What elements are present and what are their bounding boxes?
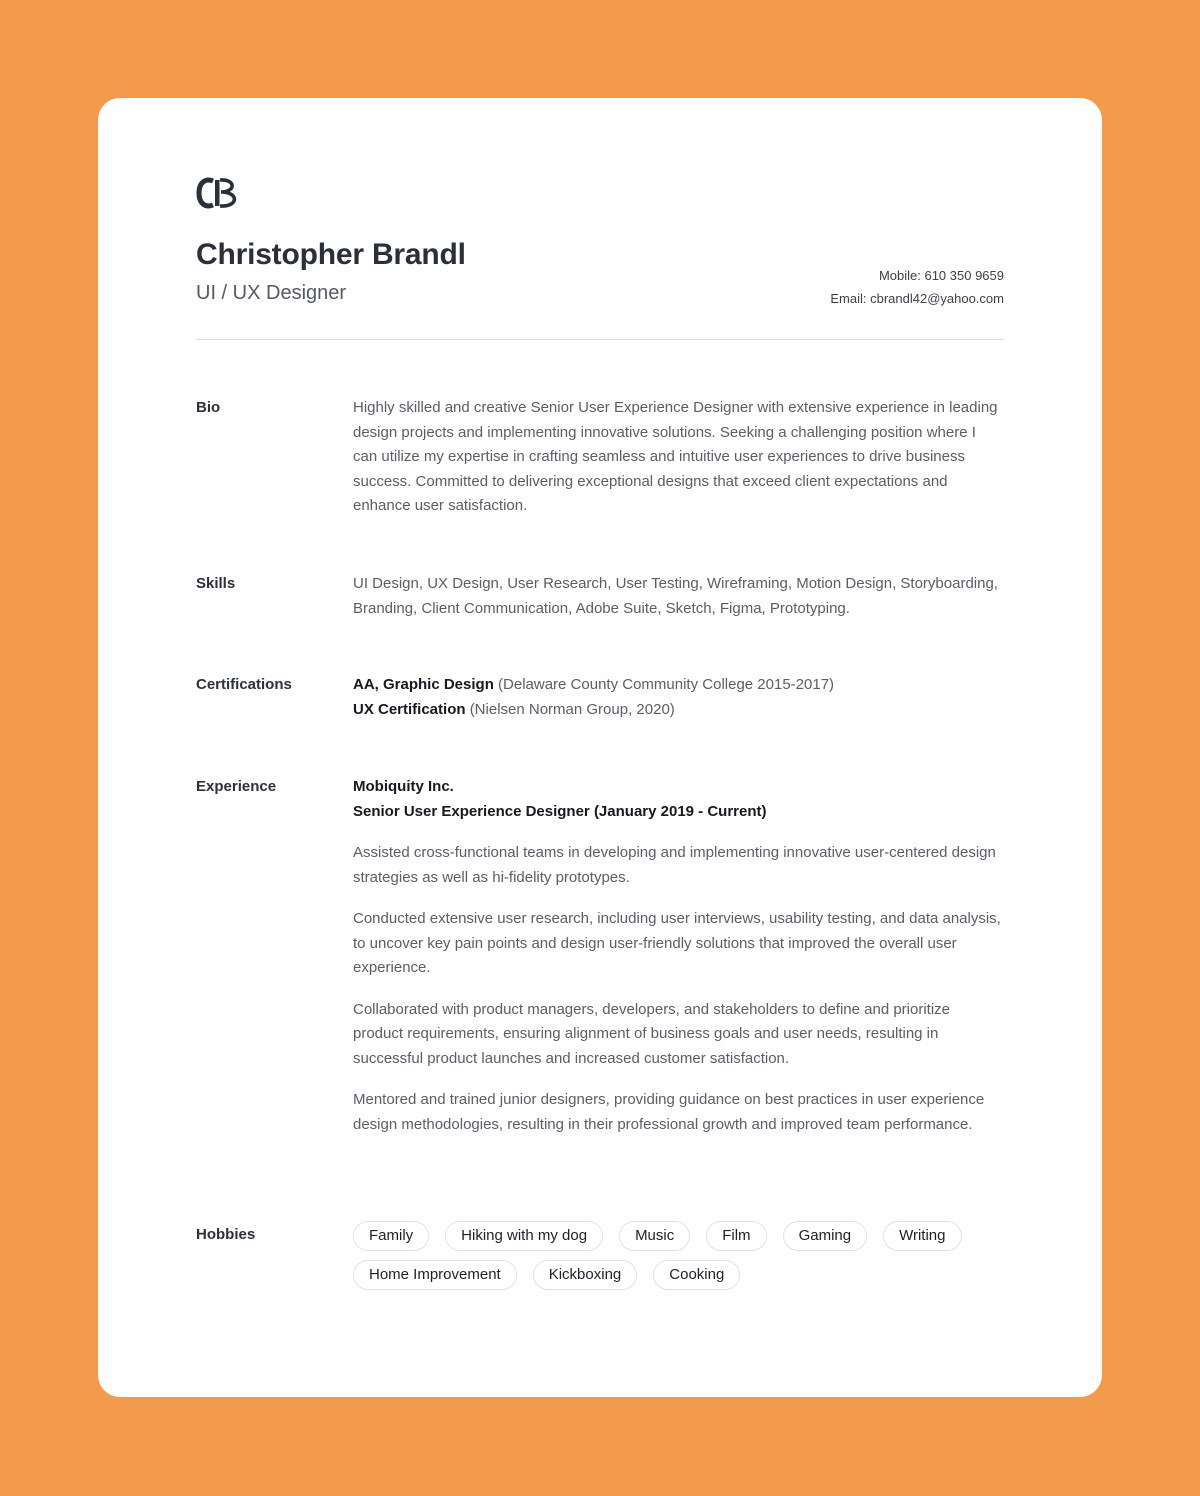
mobile-number: Mobile: 610 350 9659 (878, 268, 1004, 283)
certification-item (353, 698, 1004, 723)
certification-detail: (Delaware County Community College 2015-2017) (498, 676, 835, 693)
hobby-tag: Cooking (653, 1260, 740, 1290)
monogram-cb-logo (196, 176, 240, 210)
certification-name: AA, Graphic Design (353, 676, 494, 693)
skills-text (353, 572, 1004, 621)
experience-label: Experience (196, 778, 277, 795)
hobby-tag: Family (353, 1221, 429, 1251)
bio-paragraph: Highly skilled and creative Senior User Experience Designer with extensive experience in leading design projects and implementing innovative solutions. Seeking a challenging position where I can utilize my expertise in crafting seamless and intuitive user experiences to drive business success. Committed to delivering exceptional designs that exceed client expectations and enhance user satisfaction. (353, 399, 998, 514)
bio-text (353, 396, 1004, 519)
hobby-tag: Kickboxing (533, 1260, 638, 1290)
hobby-tag: Music (619, 1221, 690, 1251)
hobbies-list (353, 1221, 1004, 1290)
hobbies-label: Hobbies (196, 1226, 256, 1243)
skills-label: Skills (196, 575, 236, 592)
certifications-label: Certifications (196, 676, 292, 693)
hobby-tag: Gaming (783, 1221, 868, 1251)
certification-name: UX Certification (353, 700, 466, 718)
certification-detail: (Nielsen Norman Group, 2020) (469, 700, 675, 718)
experience-content (353, 775, 1004, 1137)
hobby-tag: Hiking with my dog (445, 1221, 603, 1251)
bio-label: Bio (196, 399, 221, 416)
experience-paragraph: Conducted extensive user research, including user interviews, usability testing, and data analysis, to uncover key pain points and design user-friendly solutions that improved the overall user experience. (353, 910, 1001, 976)
hobby-tag: Home Improvement (353, 1260, 517, 1290)
candidate-title: UI / UX Designer (196, 282, 347, 304)
header-divider (196, 339, 1004, 340)
hobby-tag: Film (706, 1221, 766, 1251)
certifications-list (353, 673, 1004, 722)
hobby-tag: Writing (883, 1221, 961, 1251)
certification-item (353, 673, 1004, 698)
experience-paragraph: Mentored and trained junior designers, providing guidance on best practices in user experience design methodologies, resulting in their professional growth and improved team performance. (353, 1091, 985, 1133)
resume-card (98, 98, 1102, 1397)
email-address: Email: cbrandl42@yahoo.com (830, 291, 1004, 306)
skills-paragraph: UI Design, UX Design, User Research, User Testing, Wireframing, Motion Design, Storyboarding, Branding, Client Communication, Adobe Suite, Sketch, Figma, Prototyping. (353, 575, 998, 617)
job-position: Senior User Experience Designer (January 2019 - Current) (353, 802, 767, 820)
company-name: Mobiquity Inc. (353, 778, 454, 795)
experience-paragraph: Assisted cross-functional teams in developing and implementing innovative user-centered design strategies as well as hi-fidelity prototypes. (353, 844, 996, 886)
experience-paragraph: Collaborated with product managers, developers, and stakeholders to define and prioritize product requirements, ensuring alignment of business goals and user needs, resulting in successful product launches and increased customer satisfaction. (353, 1000, 951, 1067)
candidate-name: Christopher Brandl (196, 238, 466, 271)
contact-info (830, 264, 1004, 310)
